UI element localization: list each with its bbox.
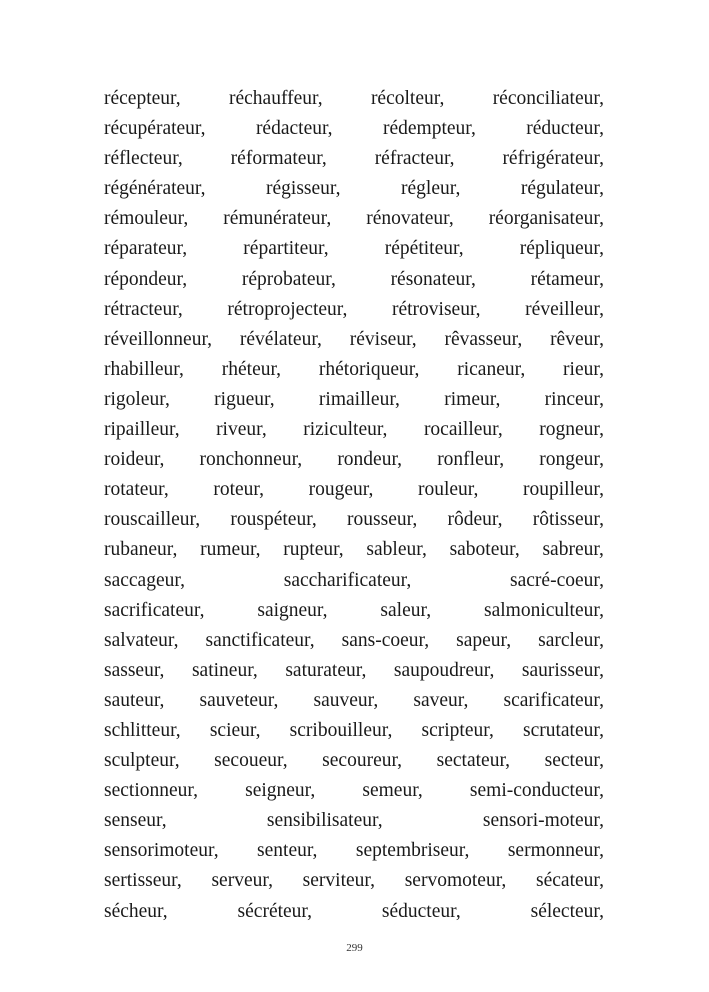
word: rondeur,	[337, 449, 403, 471]
word: rubaneur,	[104, 539, 178, 561]
word: scrutateur,	[523, 719, 604, 741]
word: serviteur,	[302, 870, 375, 892]
text-line	[104, 234, 604, 264]
text-line	[104, 776, 604, 806]
word: sectateur,	[436, 750, 511, 772]
word: récepteur,	[104, 88, 181, 109]
word: schlitteur,	[104, 719, 181, 741]
word: rinceur,	[544, 388, 604, 410]
word: sélecteur,	[530, 900, 604, 922]
word: rouleur,	[417, 479, 479, 501]
word: rousseur,	[347, 509, 418, 531]
word: sensorimoteur,	[104, 840, 219, 862]
word: sécheur,	[104, 900, 168, 922]
word: rêvasseur,	[444, 328, 523, 350]
word: sauveteur,	[199, 689, 279, 711]
word: riveur,	[216, 419, 267, 441]
word: révélateur,	[239, 328, 322, 350]
text-line	[104, 295, 604, 325]
word: scarificateur,	[503, 689, 604, 711]
word: ronchonneur,	[199, 449, 303, 471]
word: saigneur,	[257, 599, 328, 621]
word: rédempteur,	[382, 118, 476, 140]
word: réflecteur,	[104, 148, 183, 170]
text-line	[104, 626, 604, 656]
word: sans-coeur,	[341, 629, 430, 651]
text-line	[104, 535, 604, 565]
word: semi-conducteur,	[469, 780, 604, 802]
word: sanctificateur,	[205, 629, 315, 651]
word: rhéteur,	[221, 358, 282, 380]
word: rotateur,	[104, 479, 169, 501]
word: répétiteur,	[384, 238, 464, 260]
word: rhabilleur,	[104, 358, 184, 380]
text-line	[104, 174, 604, 204]
word: réconciliateur,	[492, 88, 604, 109]
word: rumeur,	[200, 539, 261, 561]
word: réfracteur,	[374, 148, 455, 170]
word: salmoniculteur,	[483, 599, 604, 621]
word: rouscailleur,	[104, 509, 201, 531]
word: sapeur,	[456, 629, 512, 651]
word: sensibilisateur,	[266, 810, 383, 832]
word: résonateur,	[390, 268, 476, 290]
word: régulateur,	[520, 178, 604, 200]
word: saccharificateur,	[283, 569, 412, 591]
word: salvateur,	[104, 629, 179, 651]
word: réorganisateur,	[488, 208, 604, 230]
word: sécréteur,	[237, 900, 313, 922]
word: roteur,	[213, 479, 264, 501]
word: saleur,	[380, 599, 432, 621]
word: ronfleur,	[437, 449, 505, 471]
word: rénovateur,	[366, 208, 454, 230]
word: rigueur,	[214, 388, 275, 410]
word: rocailleur,	[423, 419, 503, 441]
word: scribouilleur,	[289, 719, 393, 741]
word: septembriseur,	[355, 840, 470, 862]
word: rougeur,	[308, 479, 374, 501]
text-line	[104, 746, 604, 776]
word: rigoleur,	[104, 388, 170, 410]
word: sauteur,	[104, 689, 165, 711]
word: sauveur,	[313, 689, 379, 711]
text-line	[104, 716, 604, 746]
word: sertisseur,	[104, 870, 182, 892]
text-line	[104, 806, 604, 836]
word: saveur,	[413, 689, 469, 711]
word: saupoudreur,	[393, 659, 495, 681]
word: régleur,	[401, 178, 461, 200]
word: rongeur,	[539, 449, 604, 471]
text-line	[104, 566, 604, 596]
word: réviseur,	[349, 328, 417, 350]
word: senseur,	[104, 810, 167, 832]
text-line	[104, 144, 604, 174]
word: sasseur,	[104, 659, 165, 681]
word: ripailleur,	[104, 419, 180, 441]
word: saboteur,	[449, 539, 520, 561]
text-line	[104, 866, 604, 896]
word: scieur,	[209, 719, 261, 741]
word: senteur,	[257, 840, 318, 862]
word: secoureur,	[322, 750, 403, 772]
word: secoueur,	[214, 750, 288, 772]
word: rouspéteur,	[230, 509, 317, 531]
word: sacrificateur,	[104, 599, 205, 621]
word: rimeur,	[444, 388, 501, 410]
word: réveilleur,	[525, 298, 604, 320]
word: rédacteur,	[255, 118, 333, 140]
text-line	[104, 897, 604, 927]
word: récolteur,	[370, 88, 445, 109]
word: répondeur,	[104, 268, 188, 290]
text-line	[104, 355, 604, 385]
text-line	[104, 204, 604, 234]
word: seigneur,	[245, 780, 316, 802]
text-line	[104, 114, 604, 144]
word: sculpteur,	[104, 750, 180, 772]
text-line	[104, 505, 604, 535]
text-line	[104, 656, 604, 686]
text-line	[104, 265, 604, 295]
word: sabreur,	[542, 539, 604, 561]
word: satineur,	[191, 659, 258, 681]
text-line	[104, 686, 604, 716]
word: récupérateur,	[104, 118, 206, 140]
word: réformateur,	[230, 148, 327, 170]
word: rétroprojecteur,	[227, 298, 348, 320]
word: roupilleur,	[522, 479, 604, 501]
word: rôtisseur,	[532, 509, 604, 531]
text-line	[104, 596, 604, 626]
text-line	[104, 836, 604, 866]
word: sectionneur,	[104, 780, 198, 802]
word: rhétoriqueur,	[318, 358, 420, 380]
word: rogneur,	[539, 419, 604, 441]
text-line	[104, 445, 604, 475]
word: rimailleur,	[318, 388, 400, 410]
word: saturateur,	[285, 659, 367, 681]
word: sécateur,	[536, 870, 604, 892]
word: serveur,	[211, 870, 273, 892]
word: réveillonneur,	[104, 328, 213, 350]
word: réducteur,	[526, 118, 604, 140]
word: servomoteur,	[404, 870, 507, 892]
word: sacré-coeur,	[510, 569, 604, 591]
word: rétameur,	[530, 268, 604, 290]
word: réparateur,	[104, 238, 188, 260]
word: sarcleur,	[538, 629, 604, 651]
word: réprobateur,	[241, 268, 336, 290]
text-line	[104, 475, 604, 505]
word: rieur,	[563, 358, 604, 380]
text-line	[104, 385, 604, 415]
word: régisseur,	[266, 178, 341, 200]
word: saurisseur,	[521, 659, 604, 681]
word: régénérateur,	[104, 178, 206, 200]
word: répliqueur,	[519, 238, 604, 260]
word: rôdeur,	[447, 509, 503, 531]
word: sableur,	[366, 539, 427, 561]
word: réchauffeur,	[228, 88, 323, 109]
word: semeur,	[362, 780, 423, 802]
text-line	[104, 325, 604, 355]
word: secteur,	[544, 750, 604, 772]
word: ricaneur,	[457, 358, 526, 380]
word: saccageur,	[104, 569, 185, 591]
page-number: 299	[346, 942, 363, 954]
word: roideur,	[104, 449, 165, 471]
word: rupteur,	[283, 539, 344, 561]
word: rémunérateur,	[223, 208, 332, 230]
word: répartiteur,	[243, 238, 329, 260]
word: séducteur,	[381, 900, 461, 922]
word: scripteur,	[421, 719, 494, 741]
word: rétroviseur,	[391, 298, 481, 320]
word: rémouleur,	[104, 208, 189, 230]
word: rétracteur,	[104, 298, 183, 320]
word: rêveur,	[550, 328, 604, 350]
text-line	[104, 415, 604, 445]
word: sensori-moteur,	[482, 810, 604, 832]
word: riziculteur,	[303, 419, 388, 441]
word: réfrigérateur,	[502, 148, 604, 170]
word-list-text	[104, 84, 604, 927]
word: sermonneur,	[507, 840, 604, 862]
text-line	[104, 84, 604, 114]
